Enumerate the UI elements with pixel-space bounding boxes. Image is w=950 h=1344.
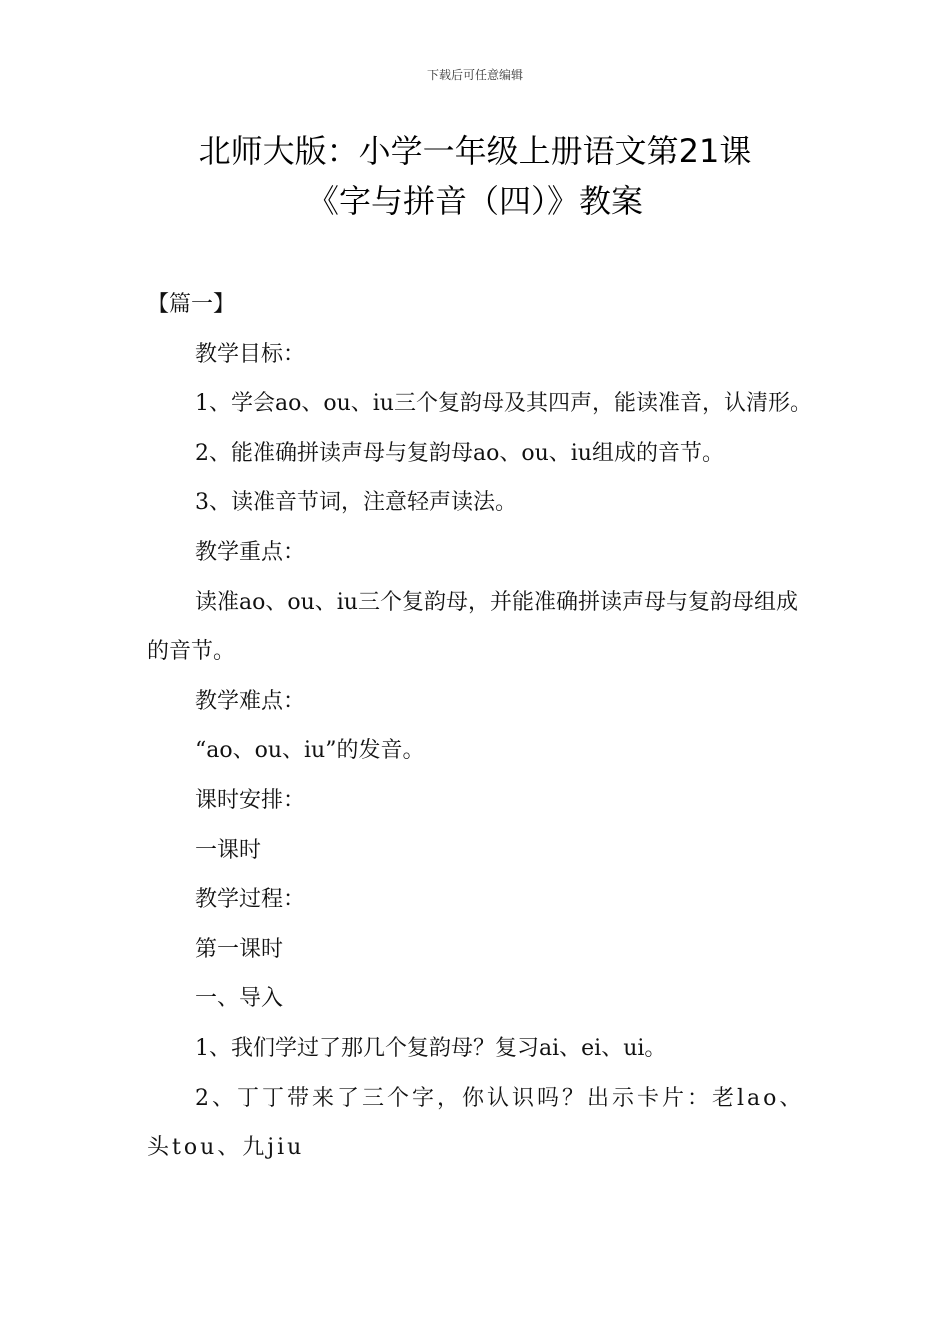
goal-item-3: 3、读准音节词，注意轻声读法。 <box>195 490 517 516</box>
heading-difficulties: 教学难点： <box>195 688 306 714</box>
heading-teaching-goals: 教学目标： <box>195 341 306 367</box>
header-note: 下载后可任意编辑 <box>426 68 523 82</box>
section-label: 【篇一】 <box>147 292 236 317</box>
step-introduction: 一、导入 <box>195 986 284 1012</box>
schedule-text: 一课时 <box>195 837 262 863</box>
document-body <box>147 280 815 1173</box>
goal-item-2: 2、能准确拼读声母与复韵母ao、ou、iu组成的音节。 <box>195 440 724 466</box>
document-title-line-2: 《字与拼音（四）》教案 <box>306 182 643 220</box>
key-points-text: 读准ao、ou、iu三个复韵母，并能准确拼读声母与复韵母组成的音节。 <box>147 589 798 665</box>
heading-process: 教学过程： <box>195 887 306 913</box>
lesson-one-heading: 第一课时 <box>195 936 284 962</box>
document-title-line-1: 北师大版：小学一年级上册语文第21课 <box>198 132 752 170</box>
difficulties-text: “ao、ou、iu”的发音。 <box>195 738 425 764</box>
intro-item-2: 2、丁丁带来了三个字，你认识吗？出示卡片：老lao、头tou、九jiu <box>147 1085 805 1161</box>
intro-item-1: 1、我们学过了那几个复韵母？复习ai、ei、ui。 <box>195 1035 667 1061</box>
heading-schedule: 课时安排： <box>195 787 306 813</box>
heading-key-points: 教学重点： <box>195 539 306 565</box>
goal-item-1: 1、学会ao、ou、iu三个复韵母及其四声，能读准音，认清形。 <box>195 391 812 417</box>
